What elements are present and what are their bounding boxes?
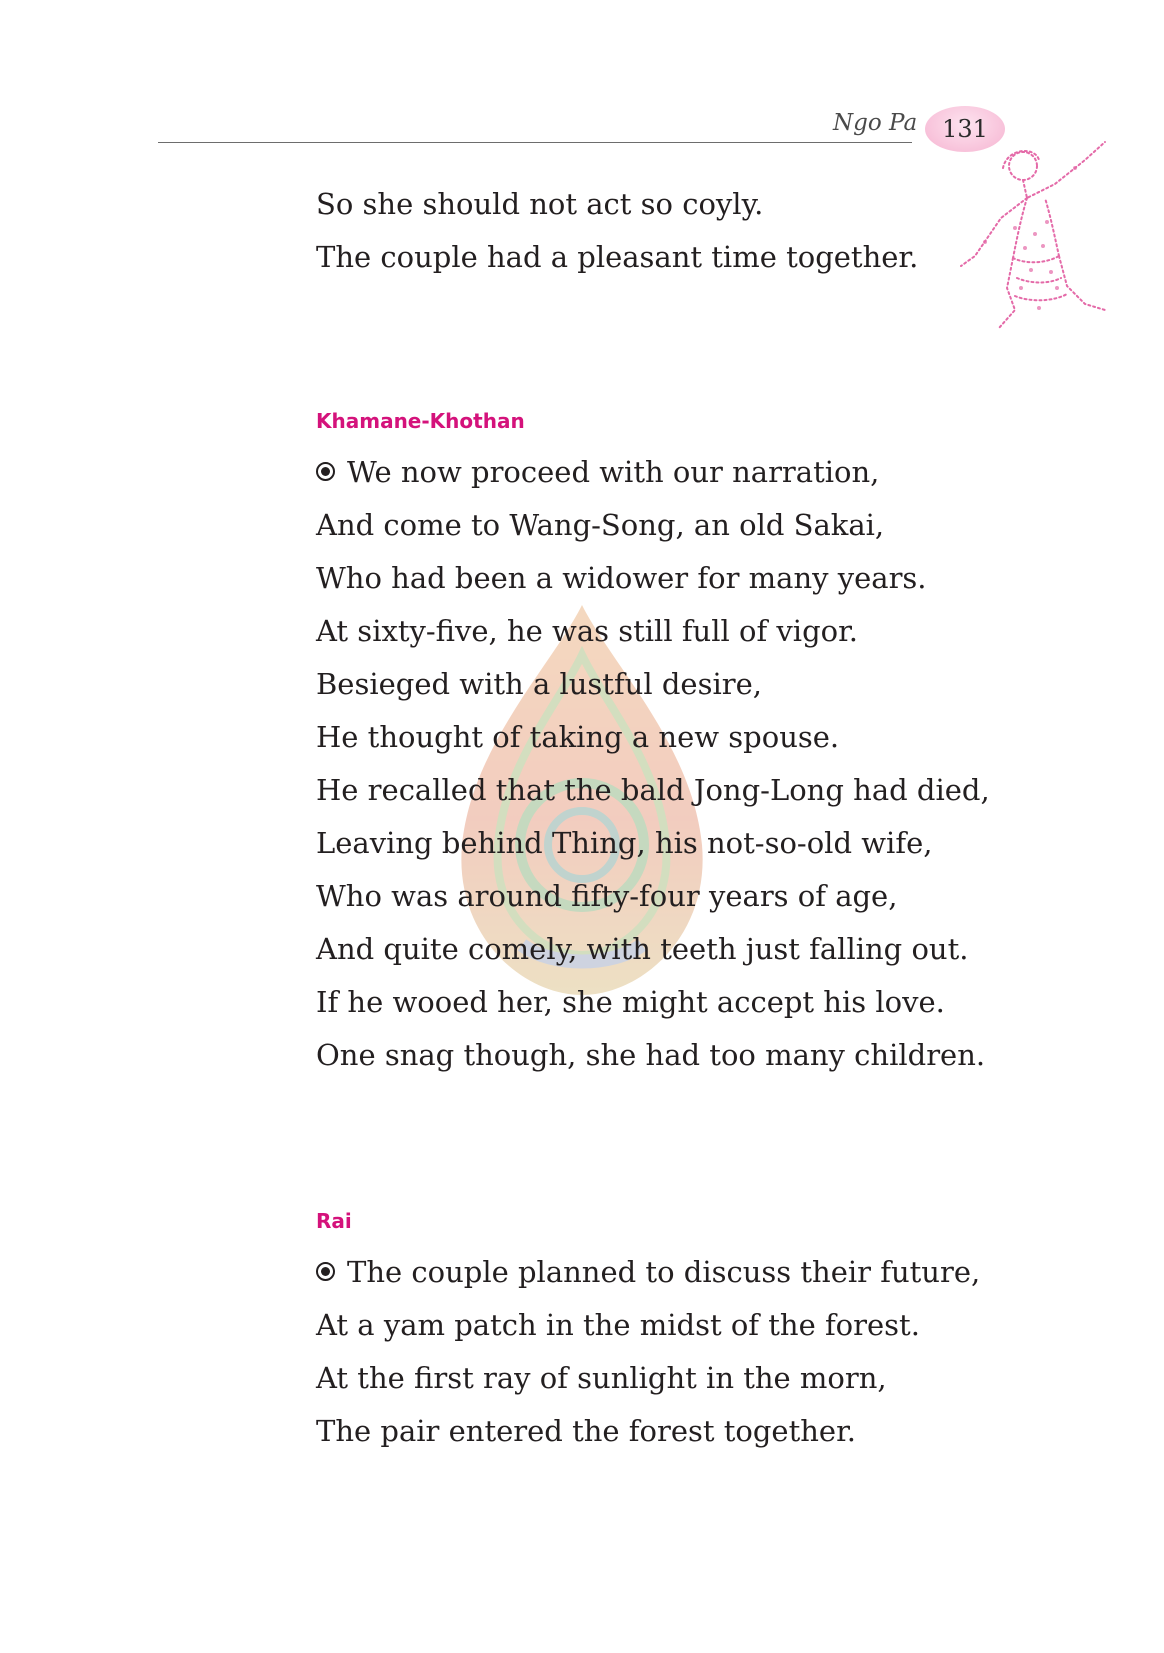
header-rule	[158, 142, 912, 143]
verse-line: He recalled that the bald Jong-Long had died,	[316, 773, 990, 807]
verse-line: At sixty-five, he was still full of vigor.	[316, 614, 858, 648]
verse-line: At the first ray of sunlight in the morn,	[316, 1361, 887, 1395]
verse-line: So she should not act so coyly.	[316, 187, 764, 221]
verse-line: One snag though, she had too many children.	[316, 1038, 986, 1072]
verse-line: Who had been a widower for many years.	[316, 561, 927, 595]
verse-line	[316, 1246, 980, 1299]
verse-line: And quite comely, with teeth just falling out.	[316, 932, 969, 966]
circled-dot-bullet-icon	[316, 1262, 335, 1281]
verse-line-text: The couple planned to discuss their future,	[347, 1255, 981, 1289]
verse-line: He thought of taking a new spouse.	[316, 720, 840, 754]
circled-dot-bullet-icon	[316, 462, 335, 481]
stanza-rai	[316, 1246, 980, 1458]
verse-line-text: We now proceed with our narration,	[347, 455, 880, 489]
verse-line: At a yam patch in the midst of the forest.	[316, 1308, 920, 1342]
stanza-continuation	[316, 178, 918, 284]
verse-line: The couple had a pleasant time together.	[316, 240, 919, 274]
page-number: 131	[942, 115, 988, 143]
dancer-illustration	[955, 138, 1120, 348]
section-heading: Rai	[316, 1209, 352, 1233]
section-heading: Khamane-Khothan	[316, 409, 525, 433]
verse-line: And come to Wang-Song, an old Sakai,	[316, 508, 885, 542]
verse-line	[316, 446, 990, 499]
verse-line: The pair entered the forest together.	[316, 1414, 856, 1448]
stanza-khamane-khothan	[316, 446, 990, 1082]
verse-line: Besieged with a lustful desire,	[316, 667, 762, 701]
verse-line: Who was around fifty-four years of age,	[316, 879, 898, 913]
running-title: Ngo Pa	[833, 110, 918, 136]
verse-line: If he wooed her, she might accept his love.	[316, 985, 945, 1019]
verse-line: Leaving behind Thing, his not-so-old wife,	[316, 826, 933, 860]
